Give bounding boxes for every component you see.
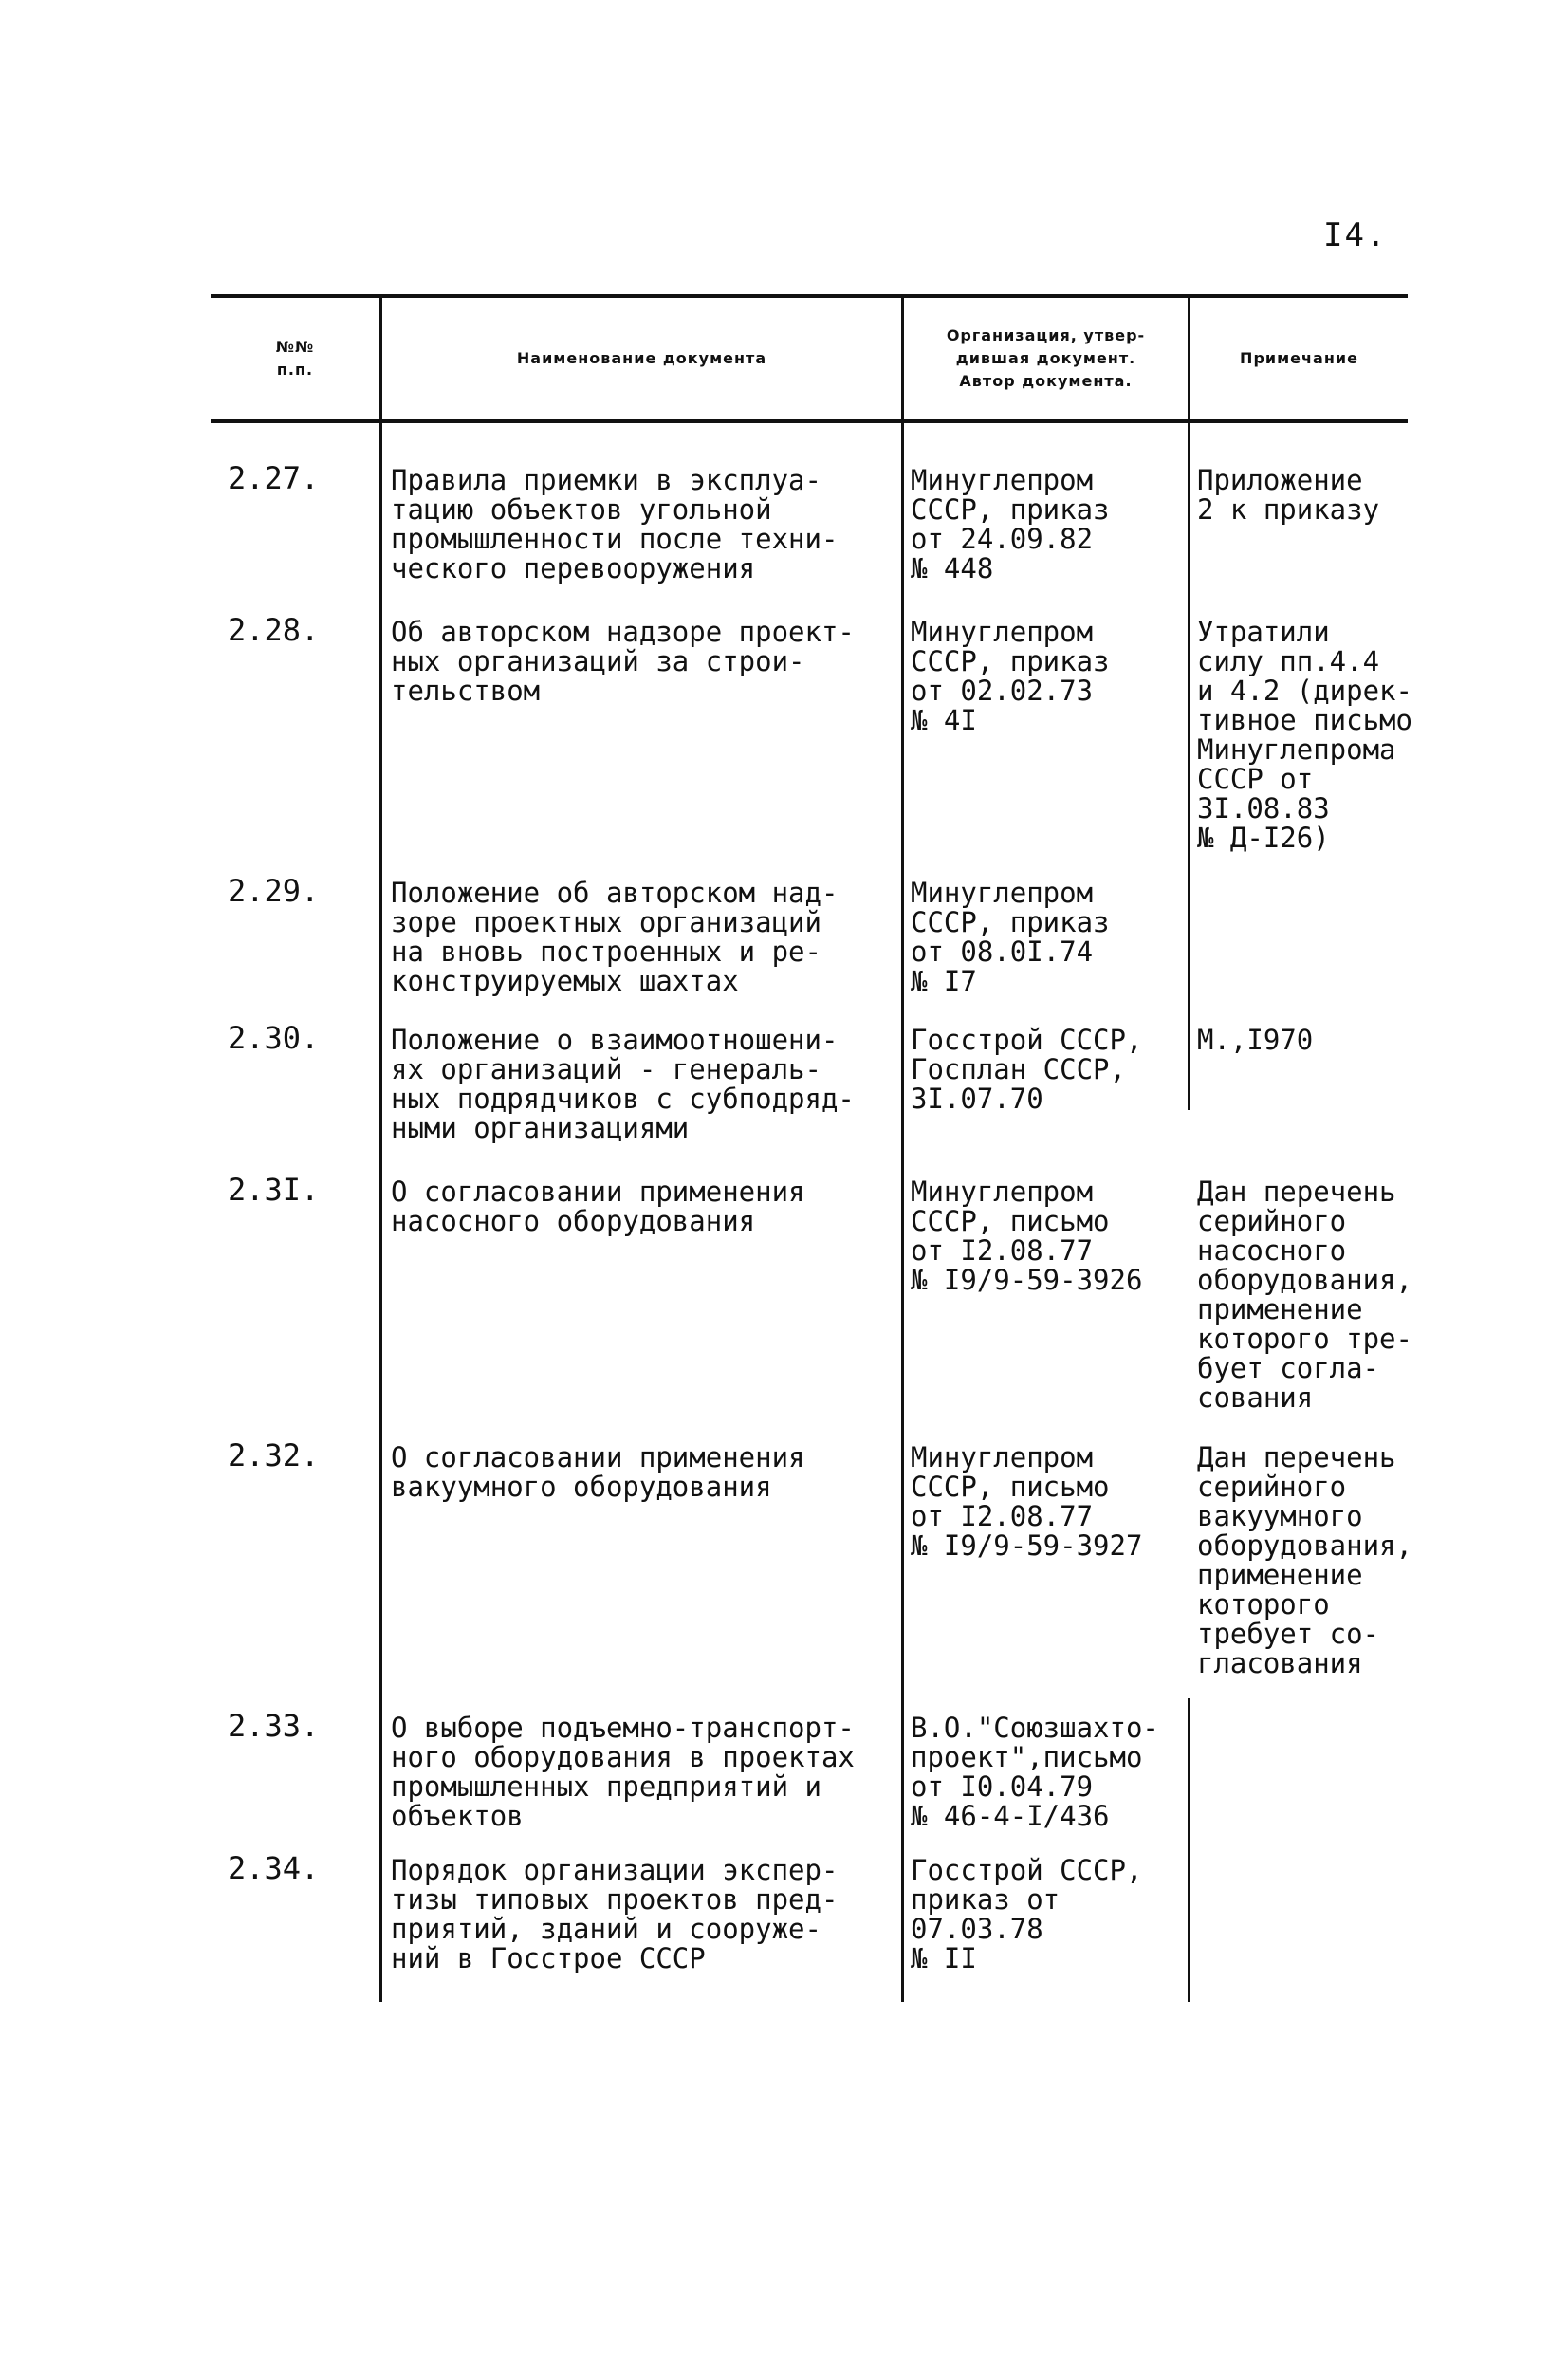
document-note: Дан перечень серийного вакуумного оборудования, применение которого требует со- гласования [1197, 1441, 1412, 1679]
row-number: 2.32. [228, 1437, 320, 1473]
header-note: Примечание [1240, 349, 1358, 367]
document-note: Приложение 2 к приказу [1197, 464, 1380, 526]
document-note: Утратили силу пп.4.4 и 4.2 (дирек- тивное письмо Минуглепрома СССР от 3I.08.83 № Д-I26) [1197, 616, 1412, 854]
column-divider [1188, 1698, 1190, 2002]
document-name: Положение об авторском над- зоре проектных организаций на вновь построенных и ре- конструируемых шахтах [391, 877, 839, 997]
header-organization: Организация, утвер- дившая документ. Автор документа. [946, 326, 1146, 390]
row-number: 2.34. [228, 1850, 320, 1886]
document-name: Порядок организации экспер- тизы типовых проектов пред- приятий, зданий и сооруже- ний в Госстрое СССР [391, 1854, 839, 1974]
documents-table [211, 294, 1415, 2002]
document-organization: Минуглепром СССР, письмо от I2.08.77 № I9/9-59-3926 [911, 1176, 1143, 1296]
document-organization: Минуглепром СССР, письмо от I2.08.77 № I9/9-59-3927 [911, 1441, 1143, 1562]
document-organization: В.О."Союзшахто- проект",письмо от I0.04.79 № 46-4-I/436 [911, 1712, 1159, 1832]
document-organization: Минуглепром СССР, приказ от 24.09.82 № 448 [911, 464, 1110, 584]
document-name: О согласовании применения вакуумного оборудования [391, 1441, 805, 1503]
header-bottom-rule [211, 419, 1408, 423]
document-name: Положение о взаимоотношени- ях организаций - генераль- ных подрядчиков с субподряд- ными организациями [391, 1024, 855, 1144]
document-name: О выборе подъемно-транспорт- ного оборудования в проектах промышленных предприятий и объектов [391, 1712, 855, 1832]
document-note: Дан перечень серийного насосного оборудования, применение которого тре- бует согла- сования [1197, 1176, 1412, 1414]
document-name: О согласовании применения насосного оборудования [391, 1176, 805, 1237]
document-name: Об авторском надзоре проект- ных организаций за строи- тельством [391, 616, 855, 707]
document-name: Правила приемки в эксплуа- тацию объектов угольной промышленности после техни- ческого перевооружения [391, 464, 839, 584]
page-number: I4. [1323, 216, 1388, 254]
document-organization: Госстрой СССР, Госплан СССР, 3I.07.70 [911, 1024, 1143, 1115]
header-document-name: Наименование документа [516, 349, 767, 367]
row-number: 2.28. [228, 612, 320, 648]
document-note: М.,I970 [1197, 1024, 1314, 1056]
document-organization: Минуглепром СССР, приказ от 02.02.73 № 4I [911, 616, 1110, 736]
column-divider [379, 294, 382, 2002]
document-organization: Минуглепром СССР, приказ от 08.0I.74 № I7 [911, 877, 1110, 997]
row-number: 2.30. [228, 1020, 320, 1056]
row-number: 2.33. [228, 1708, 320, 1744]
document-organization: Госстрой СССР, приказ от 07.03.78 № II [911, 1854, 1143, 1974]
column-divider [901, 294, 904, 2002]
header-number: №№ п.п. [275, 338, 315, 379]
row-number: 2.3I. [228, 1172, 320, 1208]
row-number: 2.29. [228, 873, 320, 909]
row-number: 2.27. [228, 460, 320, 496]
